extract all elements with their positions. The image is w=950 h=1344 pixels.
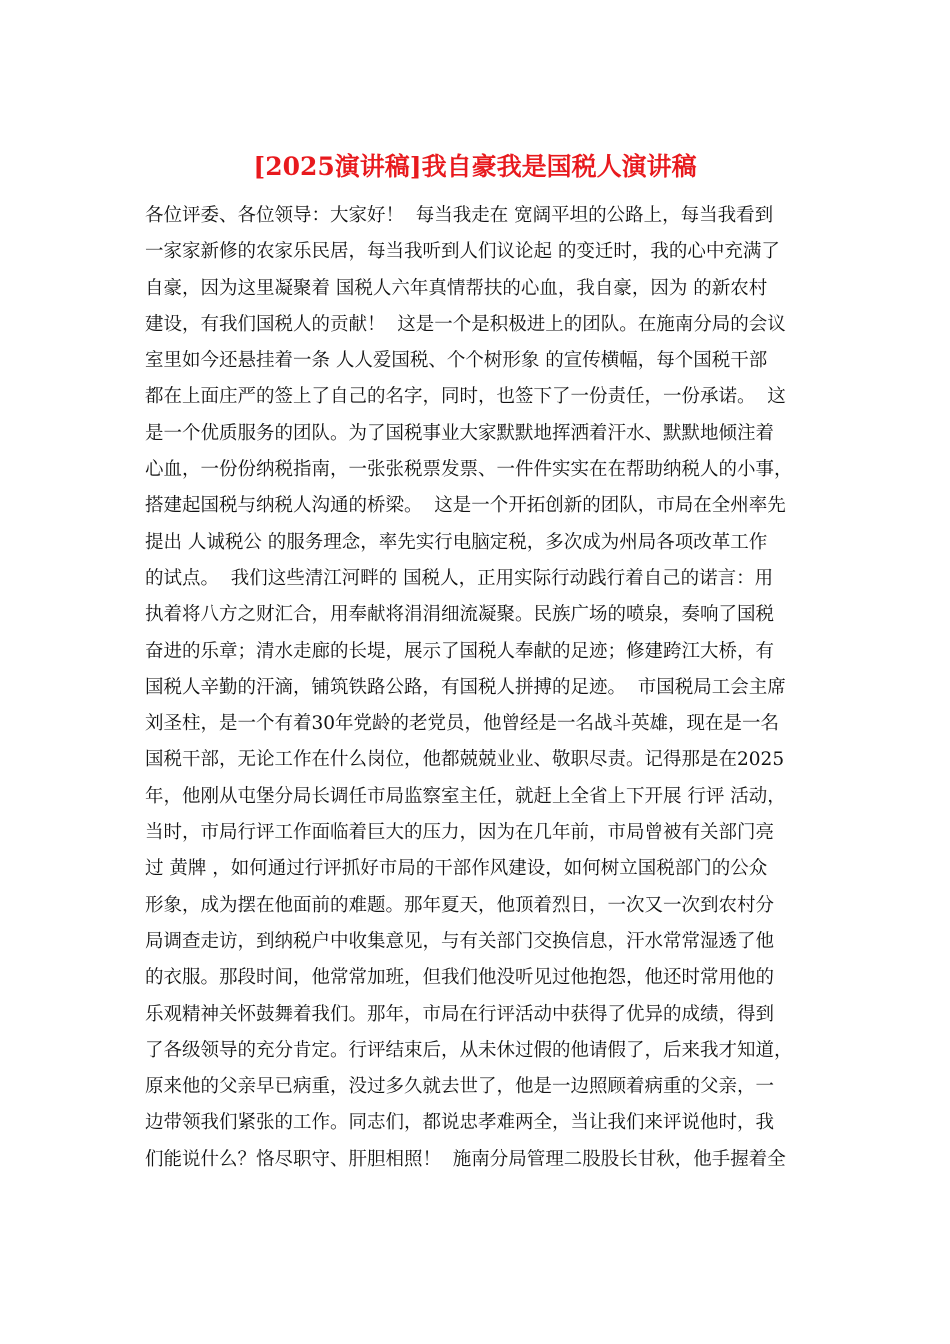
body-line-9: 搭建起国税与纳税人沟通的桥梁。 这是一个开拓创新的团队，市局在全州率先 [145,495,786,517]
body-line-4: 建设，有我们国税人的贡献！ 这是一个是积极进上的团队。在施南分局的会议 [145,313,786,335]
body-line-23: 乐观精神关怀鼓舞着我们。那年，市局在行评活动中获得了优异的成绩，得到 [145,1003,775,1025]
body-line-26: 边带领我们紧张的工作。同志们，都说忠孝难两全，当让我们来评说他时，我 [145,1112,775,1134]
body-line-17: 年，他刚从屯堡分局长调任市局监察室主任，就赶上全省上下开展 行评 活动， [145,785,786,807]
body-line-6: 都在上面庄严的签上了自己的名字，同时，也签下了一份责任，一份承诺。 这 [145,386,786,408]
body-line-1: 各位评委、各位领导：大家好！ 每当我走在 宽阔平坦的公路上，每当我看到 [145,205,774,226]
body-line-14: 国税人辛勤的汗滴，铺筑铁路公路，有国税人拼搏的足迹。 市国税局工会主席 [145,676,786,698]
body-line-22: 的衣服。那段时间，他常常加班，但我们他没听见过他抱怨，他还时常用他的 [145,967,775,989]
document-title: [2025演讲稿]我自豪我是国税人演讲稿 [253,152,697,181]
body-line-10: 提出 人诚税公 的服务理念，率先实行电脑定税，多次成为州局各项改革工作 [145,531,768,553]
document-body [145,198,807,1178]
body-line-19: 过 黄牌 ，如何通过行评抓好市局的干部作风建设，如何树立国税部门的公众 [145,858,768,880]
body-line-11: 的试点。 我们这些清江河畔的 国税人，正用实际行动践行着自己的诺言：用 [145,567,774,589]
body-line-25: 原来他的父亲早已病重，没过多久就去世了，他是一边照顾着病重的父亲，一 [145,1076,775,1098]
body-line-21: 局调查走访，到纳税户中收集意见，与有关部门交换信息，汗水常常湿透了他 [145,930,775,952]
body-line-16: 国税干部，无论工作在什么岗位，他都兢兢业业、敬职尽责。记得那是在2025 [145,749,785,771]
body-line-24: 了各级领导的充分肯定。行评结束后，从未休过假的他请假了，后来我才知道， [145,1039,793,1061]
body-line-27: 们能说什么？恪尽职守、肝胆相照！ 施南分局管理二股股长甘秋，他手握着全 [145,1148,786,1170]
body-line-13: 奋进的乐章；清水走廊的长堤，展示了国税人奉献的足迹；修建跨江大桥，有 [145,640,775,662]
body-line-5: 室里如今还悬挂着一条 人人爱国税、个个树形象 的宣传横幅，每个国税干部 [145,350,768,372]
body-line-15: 刘圣柱，是一个有着30年党龄的老党员，他曾经是一名战斗英雄，现在是一名 [145,713,780,735]
body-line-2: 一家家新修的农家乐民居，每当我听到人们议论起 的变迁时，我的心中充满了 [145,241,780,263]
body-line-12: 执着将八方之财汇合，用奉献将涓涓细流凝聚。民族广场的喷泉，奏响了国税 [145,604,775,626]
body-line-20: 形象，成为摆在他面前的难题。那年夏天，他顶着烈日，一次又一次到农村分 [145,894,775,916]
body-line-3: 自豪，因为这里凝聚着 国税人六年真情帮扶的心血，我自豪，因为 的新农村 [145,277,768,299]
body-line-8: 心血，一份份纳税指南，一张张税票发票、一件件实实在在帮助纳税人的小事， [145,459,793,481]
body-line-7: 是一个优质服务的团队。为了国税事业大家默默地挥洒着汗水、默默地倾注着 [145,422,775,444]
body-line-18: 当时，市局行评工作面临着巨大的压力，因为在几年前，市局曾被有关部门亮 [145,822,775,844]
